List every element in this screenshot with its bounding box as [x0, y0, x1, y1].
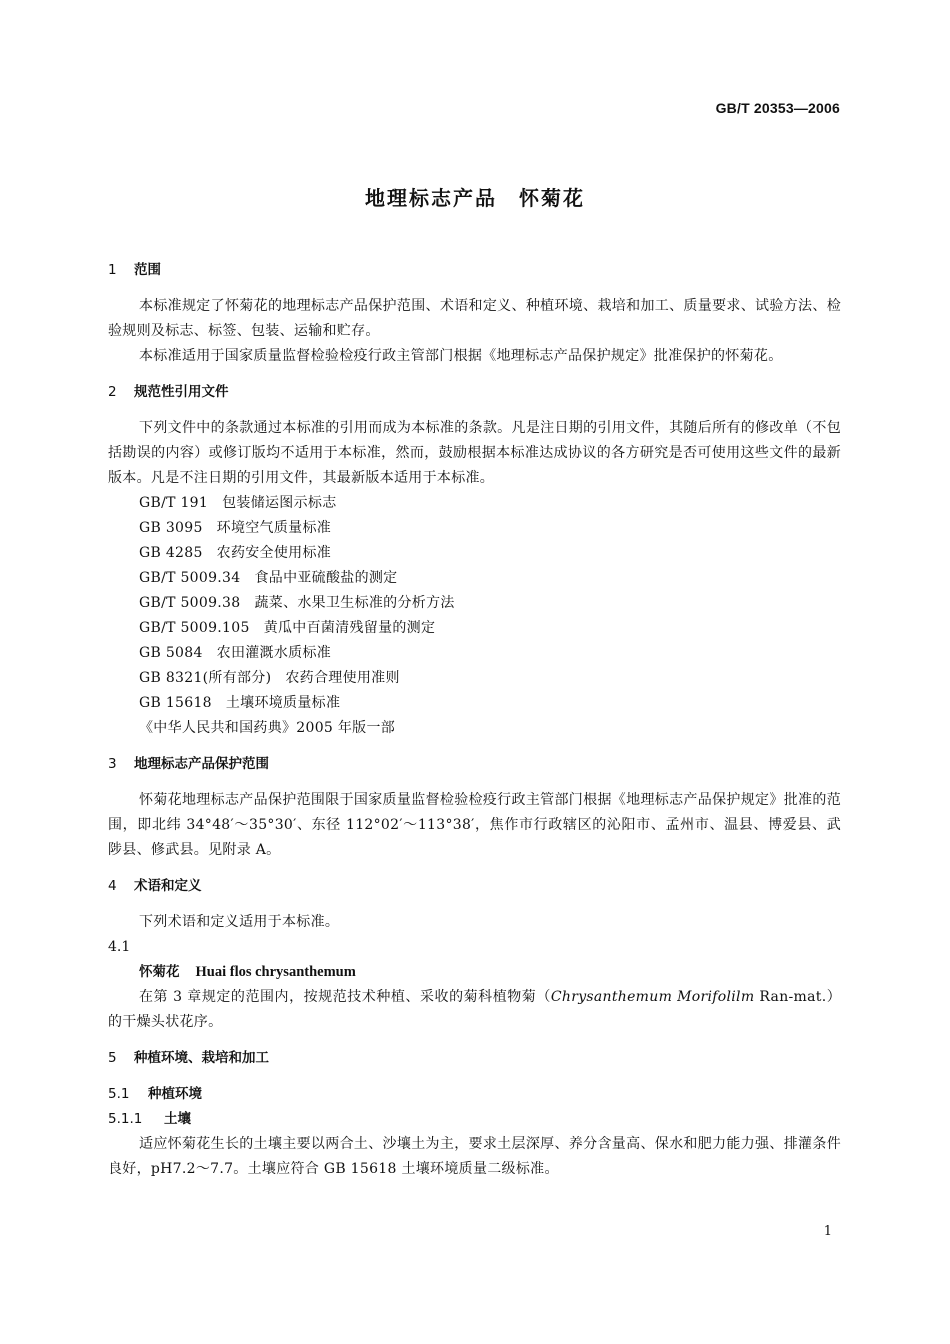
subsection-5-1-heading — [108, 1082, 841, 1107]
reference-item — [108, 691, 841, 716]
section-5-heading — [108, 1046, 841, 1071]
reference-title: 农药安全使用标准 — [216, 545, 332, 561]
section-number: 4 — [108, 878, 117, 894]
reference-item — [108, 491, 841, 516]
reference-item — [108, 666, 841, 691]
section-number: 5 — [108, 1050, 117, 1066]
reference-code: GB/T 5009.38 — [139, 595, 241, 611]
reference-item — [108, 641, 841, 666]
section-2-heading — [108, 380, 841, 405]
reference-item — [108, 516, 841, 541]
definition-text: 在第 3 章规定的范围内，按规范技术种植、采收的菊科植物菊（ — [139, 989, 551, 1005]
subsection-title: 土壤 — [164, 1111, 191, 1127]
section-title: 术语和定义 — [134, 878, 202, 894]
reference-code: GB 8321(所有部分) — [139, 670, 272, 686]
subsection-number: 5.1 — [108, 1086, 130, 1102]
section-number: 2 — [108, 384, 117, 400]
reference-title: 蔬菜、水果卫生标准的分析方法 — [254, 595, 455, 611]
section-number: 1 — [108, 262, 117, 278]
section-title: 范围 — [134, 262, 161, 278]
latin-species-name: Chrysanthemum Morifolilm — [550, 989, 755, 1005]
reference-title: 农田灌溉水质标准 — [216, 645, 332, 661]
reference-item — [108, 591, 841, 616]
term-english: Huai flos chrysanthemum — [195, 964, 356, 980]
reference-item — [108, 566, 841, 591]
section-2-paragraph-1: 下列文件中的条款通过本标准的引用而成为本标准的条款。凡是注日期的引用文件，其随后所有的修改单（不包括勘误的内容）或修订版均不适用于本标准，然而，鼓励根据本标准达成协议的各方研究是否可使用这些文件的最新版本。凡是不注日期的引用文件，其最新版本适用于本标准。 — [108, 420, 841, 486]
reference-code: GB/T 5009.34 — [139, 570, 241, 586]
section-4-heading — [108, 874, 841, 899]
subsection-number: 5.1.1 — [108, 1111, 143, 1127]
section-3-paragraph-1: 怀菊花地理标志产品保护范围限于国家质量监督检验检疫行政主管部门根据《地理标志产品保护规定》批准的范围，即北纬 34°48′～35°30′、东径 112°02′～113°38′，焦作市行政辖区的沁阳市、孟州市、温县、博爱县、武陟县、修武县。见附录 A。 — [108, 792, 841, 858]
section-number: 3 — [108, 756, 117, 772]
section-1-paragraph-1: 本标准规定了怀菊花的地理标志产品保护范围、术语和定义、种植环境、栽培和加工、质量要求、试验方法、检验规则及标志、标签、包装、运输和贮存。 — [108, 298, 841, 339]
term-definition — [108, 985, 841, 1035]
reference-item — [108, 616, 841, 641]
reference-title: 黄瓜中百菌清残留量的测定 — [263, 620, 436, 636]
subsection-number: 4.1 — [108, 939, 131, 955]
definition-text-end: Ran-mat.）的干燥头状花序。 — [108, 989, 841, 1030]
reference-item — [108, 541, 841, 566]
document-body — [108, 258, 841, 1182]
reference-title: 包装储运图示标志 — [222, 495, 337, 511]
section-3-heading — [108, 752, 841, 777]
reference-code: GB 3095 — [139, 520, 203, 536]
standard-code: GB/T 20353—2006 — [715, 100, 840, 116]
section-4-paragraph-1: 下列术语和定义适用于本标准。 — [139, 914, 340, 930]
subsection-5-1-1-heading — [108, 1107, 841, 1132]
section-1-paragraph-2: 本标准适用于国家质量监督检验检疫行政主管部门根据《地理标志产品保护规定》批准保护的怀菊花。 — [139, 348, 783, 364]
section-title: 地理标志产品保护范围 — [134, 756, 269, 772]
subsection-title: 种植环境 — [148, 1086, 202, 1102]
reference-title: 农药合理使用准则 — [285, 670, 400, 686]
reference-title: 环境空气质量标准 — [216, 520, 332, 536]
document-title: 地理标志产品 怀菊花 — [365, 186, 585, 210]
section-title: 种植环境、栽培和加工 — [134, 1050, 269, 1066]
section-1-heading — [108, 258, 841, 283]
section-title: 规范性引用文件 — [134, 384, 229, 400]
reference-code: GB 5084 — [139, 645, 203, 661]
section-5-paragraph-1: 适应怀菊花生长的土壤主要以两合土、沙壤土为主，要求土层深厚、养分含量高、保水和肥力能力强、排灌条件良好，pH7.2～7.7。土壤应符合 GB 15618 土壤环境质量二级标准。 — [108, 1136, 841, 1177]
term-chinese: 怀菊花 — [139, 964, 180, 980]
reference-code: GB 15618 — [139, 695, 212, 711]
reference-title: 土壤环境质量标准 — [225, 695, 341, 711]
reference-code: GB/T 191 — [139, 495, 209, 511]
reference-code: GB/T 5009.105 — [139, 620, 250, 636]
reference-item-pharmacopoeia: 《中华人民共和国药典》2005 年版一部 — [139, 720, 396, 736]
reference-title: 食品中亚硫酸盐的测定 — [254, 570, 398, 586]
reference-code: GB 4285 — [139, 545, 203, 561]
term-entry — [108, 960, 841, 985]
page-number: 1 — [823, 1224, 832, 1239]
